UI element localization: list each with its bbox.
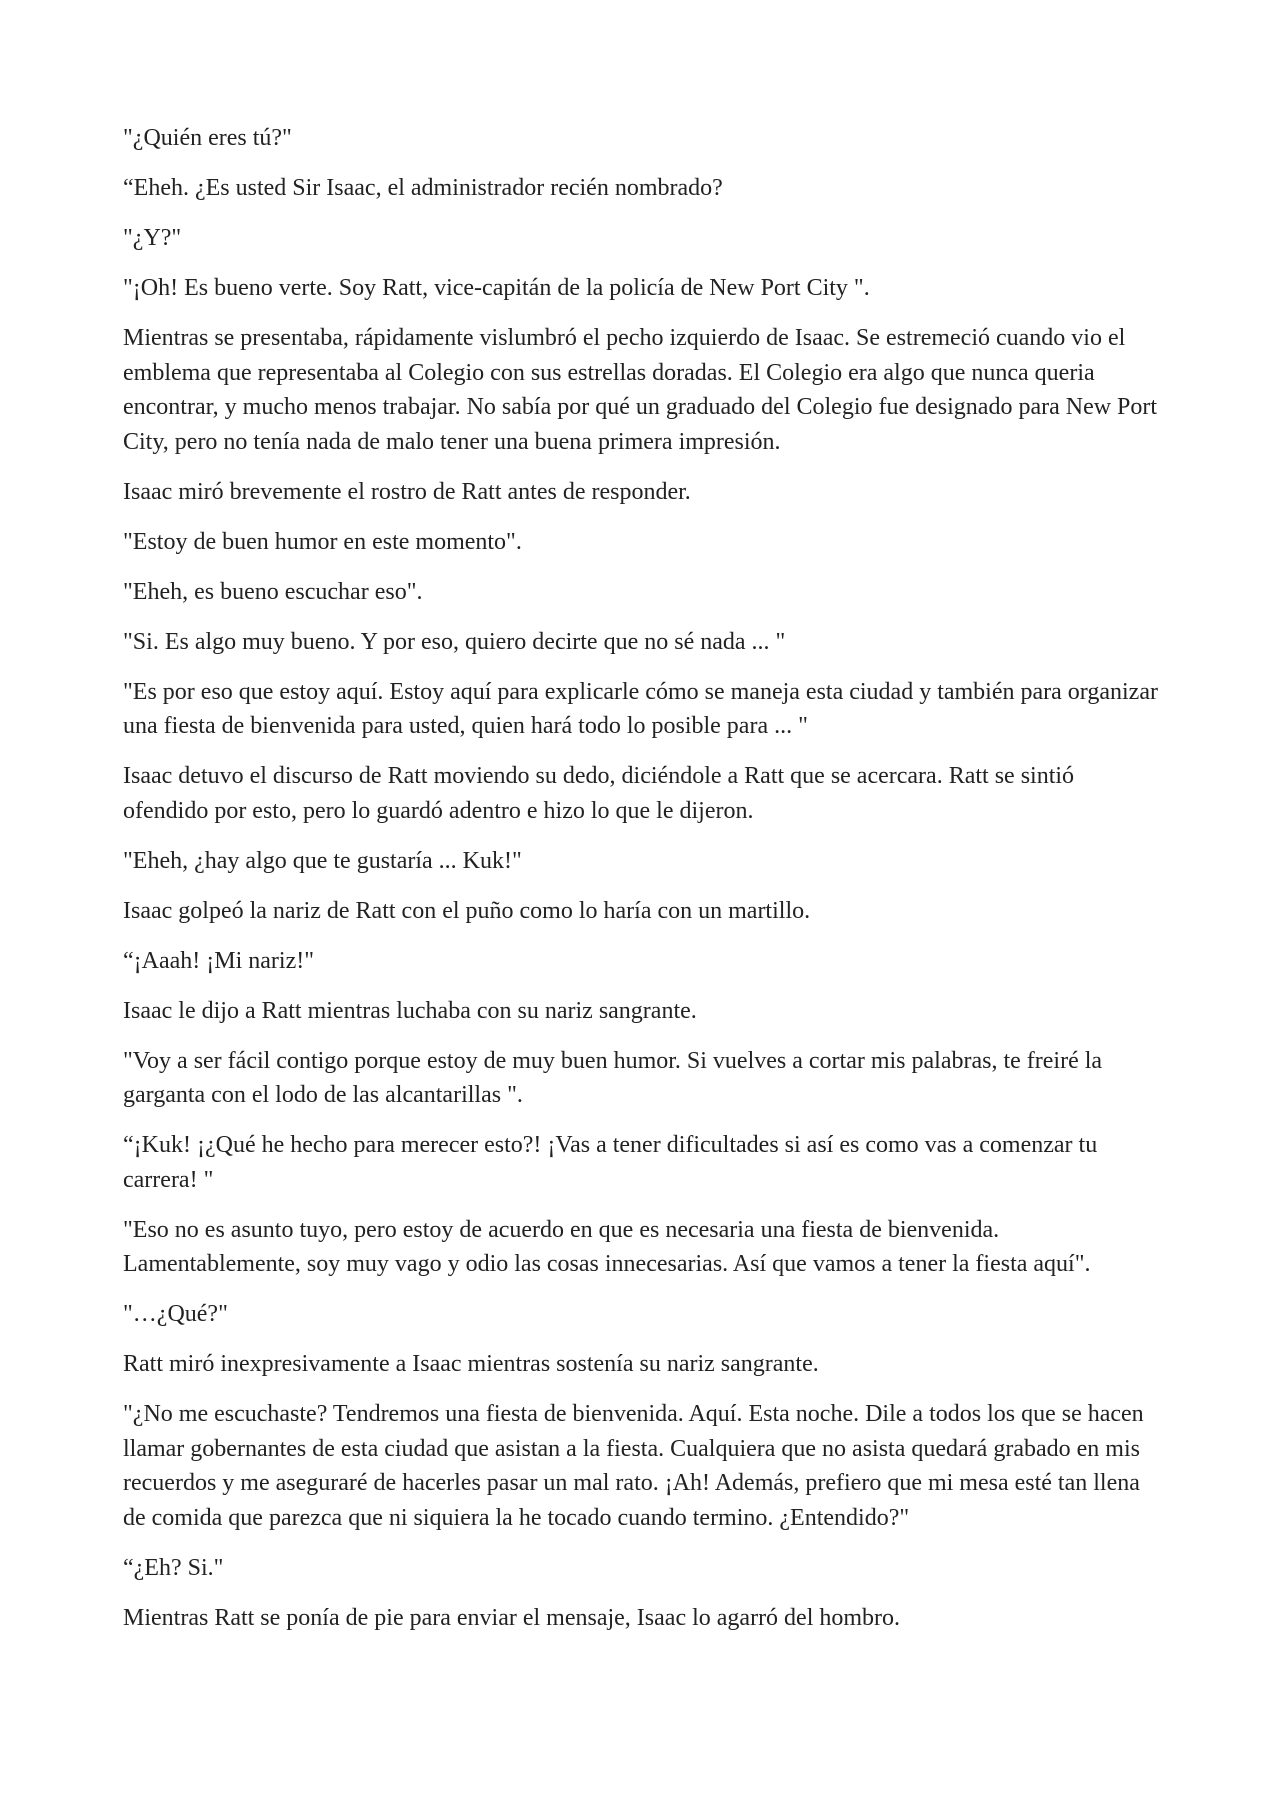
- paragraph: "Si. Es algo muy bueno. Y por eso, quiero decirte que no sé nada ... ": [123, 628, 786, 655]
- paragraph: "…¿Qué?": [123, 1301, 228, 1327]
- paragraph: "Estoy de buen humor en este momento".: [123, 528, 522, 555]
- paragraph: "¡Oh! Es bueno verte. Soy Ratt, vice-capitán de la policía de New Port City ".: [123, 275, 870, 301]
- paragraph: Mientras Ratt se ponía de pie para enviar el mensaje, Isaac lo agarró del hombro.: [123, 1604, 901, 1631]
- paragraph: "Eso no es asunto tuyo, pero estoy de acuerdo en que es necesaria una fiesta de bienvenida. Lamentablemente, soy muy vago y odio las cosas innecesarias. Así que vamos a tener la fiesta aquí".: [123, 1216, 1091, 1277]
- paragraph: "¿No me escuchaste? Tendremos una fiesta de bienvenida. Aquí. Esta noche. Dile a todos los que se hacen llamar gobernantes de esta ciudad que asistan a la fiesta. Cualquiera que no asista quedará grabado en mis recuerdos y me aseguraré de hacerles pasar un mal rato. ¡Ah! Además, prefiero que mi mesa esté tan llena de comida que parezca que ni siquiera la he tocado cuando termino. ¿Entendido?": [123, 1401, 1144, 1531]
- paragraph: "Eheh, ¿hay algo que te gustaría ... Kuk!": [123, 847, 522, 874]
- paragraph: "Voy a ser fácil contigo porque estoy de muy buen humor. Si vuelves a cortar mis palabras, te freiré la garganta con el lodo de las alcantarillas ".: [123, 1047, 1103, 1108]
- paragraph: “¿Eh? Si.": [123, 1554, 224, 1581]
- paragraph: “¡Aaah! ¡Mi nariz!": [123, 947, 315, 974]
- paragraph: "Eheh, es bueno escuchar eso".: [123, 578, 423, 605]
- paragraph: “Eheh. ¿Es usted Sir Isaac, el administrador recién nombrado?: [123, 175, 723, 201]
- paragraph: Isaac le dijo a Ratt mientras luchaba con su nariz sangrante.: [123, 997, 697, 1024]
- document-body: [123, 121, 1165, 1635]
- paragraph: Mientras se presentaba, rápidamente vislumbró el pecho izquierdo de Isaac. Se estremeció cuando vio el emblema que representaba al Colegio con sus estrellas doradas. El Colegio era algo que nunca queria encontrar, y mucho menos trabajar. No sabía por qué un graduado del Colegio fue designado para New Port City, pero no tenía nada de malo tener una buena primera impresión.: [123, 325, 1158, 455]
- paragraph: Ratt miró inexpresivamente a Isaac mientras sostenía su nariz sangrante.: [123, 1351, 819, 1377]
- paragraph: "¿Y?": [123, 225, 182, 251]
- paragraph: Isaac detuvo el discurso de Ratt moviendo su dedo, diciéndole a Ratt que se acercara. Ratt se sintió ofendido por esto, pero lo guardó adentro e hizo lo que le dijeron.: [123, 763, 1075, 824]
- paragraph: "¿Quién eres tú?": [123, 125, 292, 151]
- paragraph: Isaac golpeó la nariz de Ratt con el puño como lo haría con un martillo.: [123, 897, 811, 924]
- paragraph: “¡Kuk! ¡¿Qué he hecho para merecer esto?! ¡Vas a tener dificultades si así es como vas a comenzar tu carrera! ": [123, 1132, 1098, 1193]
- paragraph: "Es por eso que estoy aquí. Estoy aquí para explicarle cómo se maneja esta ciudad y también para organizar una fiesta de bienvenida para usted, quien hará todo lo posible para ... ": [123, 678, 1158, 739]
- paragraph: Isaac miró brevemente el rostro de Ratt antes de responder.: [123, 478, 691, 505]
